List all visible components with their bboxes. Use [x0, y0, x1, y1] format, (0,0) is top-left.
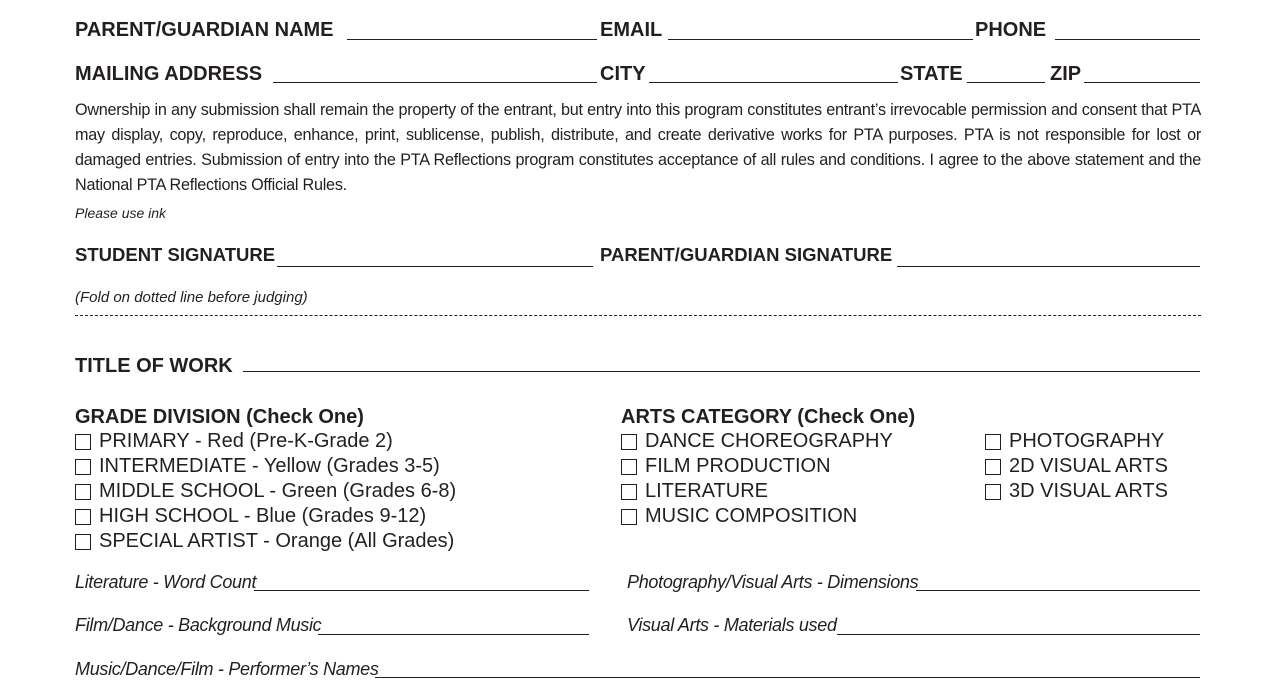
- city-field[interactable]: [649, 82, 898, 83]
- background-music-label: Film/Dance - Background Music: [75, 615, 322, 635]
- grade-option-label: PRIMARY - Red (Pre-K-Grade 2): [99, 430, 393, 452]
- arts-option-literature[interactable]: [621, 479, 768, 504]
- grade-option-special-artist[interactable]: [75, 529, 454, 554]
- materials-field[interactable]: [837, 634, 1200, 635]
- phone-label: PHONE: [975, 19, 1047, 41]
- grade-option-middle-school[interactable]: [75, 479, 456, 504]
- title-of-work-field[interactable]: [243, 371, 1200, 372]
- performer-names-label: Music/Dance/Film - Performer’s Names: [75, 659, 379, 679]
- state-field[interactable]: [967, 82, 1045, 83]
- parent-guardian-name-field[interactable]: [347, 39, 597, 40]
- arts-option-music[interactable]: [621, 504, 857, 529]
- checkbox-icon[interactable]: [75, 509, 91, 525]
- student-signature-field[interactable]: [277, 266, 593, 267]
- arts-option-dance[interactable]: [621, 429, 893, 454]
- word-count-label: Literature - Word Count: [75, 572, 257, 592]
- student-signature-label: STUDENT SIGNATURE: [75, 244, 276, 265]
- arts-option-label: PHOTOGRAPHY: [1009, 430, 1165, 452]
- zip-field[interactable]: [1084, 82, 1200, 83]
- arts-option-label: MUSIC COMPOSITION: [645, 505, 858, 527]
- email-label: EMAIL: [600, 19, 663, 41]
- checkbox-icon[interactable]: [621, 484, 637, 500]
- phone-field[interactable]: [1055, 39, 1200, 40]
- arts-option-photography[interactable]: [985, 429, 1164, 454]
- checkbox-icon[interactable]: [985, 434, 1001, 450]
- grade-option-label: MIDDLE SCHOOL - Green (Grades 6-8): [99, 480, 457, 502]
- grade-division-heading: GRADE DIVISION (Check One): [75, 406, 364, 428]
- materials-label: Visual Arts - Materials used: [627, 615, 837, 635]
- ink-note: Please use ink: [75, 205, 167, 221]
- performer-names-field[interactable]: [375, 677, 1200, 678]
- parent-signature-field[interactable]: [897, 266, 1200, 267]
- arts-category-heading: ARTS CATEGORY (Check One): [621, 406, 916, 428]
- checkbox-icon[interactable]: [621, 459, 637, 475]
- parent-guardian-name-label: PARENT/GUARDIAN NAME: [75, 19, 334, 41]
- arts-option-film[interactable]: [621, 454, 831, 479]
- mailing-address-field[interactable]: [273, 82, 597, 83]
- checkbox-icon[interactable]: [75, 534, 91, 550]
- checkbox-icon[interactable]: [75, 434, 91, 450]
- title-of-work-label: TITLE OF WORK: [75, 355, 233, 377]
- grade-option-label: HIGH SCHOOL - Blue (Grades 9-12): [99, 505, 427, 527]
- fold-note: (Fold on dotted line before judging): [75, 289, 308, 306]
- consent-statement: Ownership in any submission shall remain the property of the entrant, but entry into this program constitutes entrant’s irrevocable permission and consent that PTA may display, copy, reproduce, enhance, print, sublicense, publish, distribute, and create derivative works for PTA purposes. PTA is not responsible for lost or damaged entries. Submission of entry into the PTA Reflections program constitutes acceptance of all rules and conditions. I agree to the above statement and the National PTA Reflections Official Rules.: [75, 101, 1201, 194]
- grade-option-intermediate[interactable]: [75, 454, 440, 479]
- checkbox-icon[interactable]: [985, 459, 1001, 475]
- checkbox-icon[interactable]: [75, 484, 91, 500]
- grade-option-primary[interactable]: [75, 429, 393, 454]
- parent-signature-label: PARENT/GUARDIAN SIGNATURE: [600, 244, 893, 265]
- mailing-address-label: MAILING ADDRESS: [75, 63, 263, 85]
- city-label: CITY: [600, 63, 646, 85]
- email-field[interactable]: [668, 39, 973, 40]
- grade-option-high-school[interactable]: [75, 504, 426, 529]
- arts-option-label: 2D VISUAL ARTS: [1009, 455, 1168, 477]
- checkbox-icon[interactable]: [621, 509, 637, 525]
- arts-option-label: FILM PRODUCTION: [645, 455, 831, 477]
- arts-option-label: 3D VISUAL ARTS: [1009, 480, 1168, 502]
- fold-dotted-line: [75, 315, 1201, 316]
- dimensions-label: Photography/Visual Arts - Dimensions: [627, 572, 919, 592]
- arts-option-label: DANCE CHOREOGRAPHY: [645, 430, 893, 452]
- arts-option-label: LITERATURE: [645, 480, 768, 502]
- arts-option-2d-visual-arts[interactable]: [985, 454, 1168, 479]
- background-music-field[interactable]: [318, 634, 589, 635]
- checkbox-icon[interactable]: [985, 484, 1001, 500]
- checkbox-icon[interactable]: [75, 459, 91, 475]
- state-label: STATE: [900, 63, 963, 85]
- checkbox-icon[interactable]: [621, 434, 637, 450]
- zip-label: ZIP: [1050, 63, 1082, 85]
- grade-option-label: SPECIAL ARTIST - Orange (All Grades): [99, 530, 455, 552]
- grade-option-label: INTERMEDIATE - Yellow (Grades 3-5): [99, 455, 440, 477]
- word-count-field[interactable]: [254, 590, 589, 591]
- arts-option-3d-visual-arts[interactable]: [985, 479, 1168, 504]
- dimensions-field[interactable]: [916, 590, 1200, 591]
